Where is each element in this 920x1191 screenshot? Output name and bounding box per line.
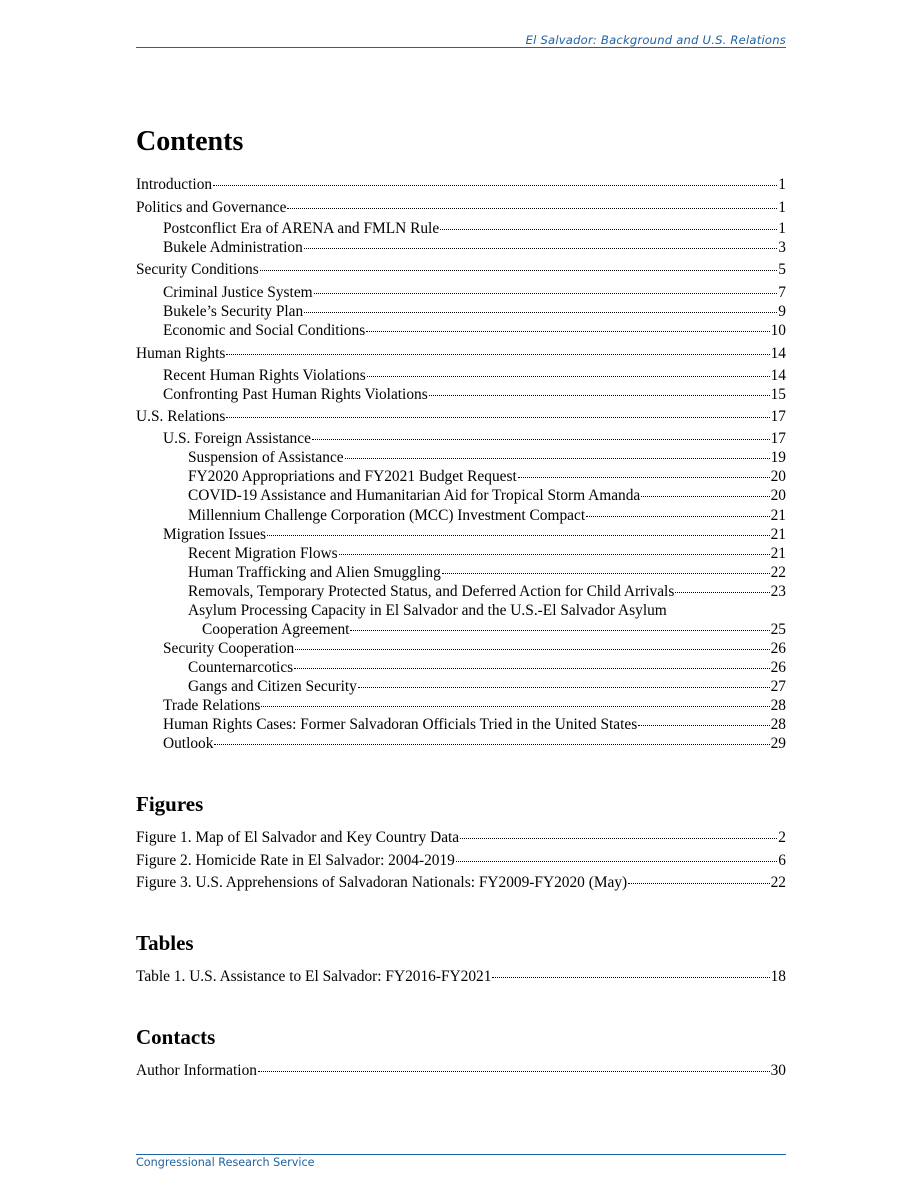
toc-entry-label: Figure 2. Homicide Rate in El Salvador: 2004-2019 [136,852,455,869]
toc-page-number: 25 [770,621,786,638]
toc-entry-label: Bukele’s Security Plan [163,303,304,320]
toc-entry[interactable] [136,366,786,385]
toc-page-number: 26 [770,659,786,676]
toc-entry-label: Gangs and Citizen Security [188,678,357,695]
dot-leader [460,838,777,839]
dot-leader [675,592,769,593]
toc-entry[interactable] [136,448,786,467]
toc-entry-label: Human Rights Cases: Former Salvadoran Officials Tried in the United States [163,716,638,733]
dot-leader [641,496,769,497]
toc-page-number: 22 [770,564,786,581]
figure-entry[interactable] [136,873,786,892]
toc-entry-label: Outlook [163,735,214,752]
toc-entry-label: Millennium Challenge Corporation (MCC) Investment Compact [188,507,586,524]
dot-leader [294,668,769,669]
toc-entry-label: U.S. Relations [136,408,226,425]
footer-rule [136,1154,786,1155]
toc-entry[interactable] [136,677,786,696]
toc-entry[interactable] [136,639,786,658]
toc-entry-label: Human Rights [136,345,226,362]
toc-entry-label: Suspension of Assistance [188,449,344,466]
toc-entry[interactable] [136,321,786,340]
toc-page-number: 21 [770,526,786,543]
toc-entry-label: COVID-19 Assistance and Humanitarian Aid for Tropical Storm Amanda [188,487,641,504]
toc-entry[interactable] [136,198,786,217]
toc-page-number: 21 [770,545,786,562]
toc-page-number: 6 [778,852,786,869]
toc-page-number: 22 [770,874,786,891]
toc-entry[interactable] [136,467,786,486]
dot-leader [304,312,777,313]
toc-entry-label: Migration Issues [163,526,267,543]
toc-entry-label: Postconflict Era of ARENA and FMLN Rule [163,220,440,237]
dot-leader [213,185,777,186]
toc-entry[interactable] [136,582,786,601]
toc-page-number: 2 [778,829,786,846]
toc-entry[interactable] [136,407,786,426]
dot-leader [267,535,770,536]
toc-entry-label: Figure 3. U.S. Apprehensions of Salvadoran Nationals: FY2009-FY2020 (May) [136,874,628,891]
toc-entry-label: Confronting Past Human Rights Violations [163,386,428,403]
toc-entry[interactable] [136,658,786,677]
toc-entry-label: Cooperation Agreement [202,621,350,638]
toc-page-number: 17 [770,430,786,447]
toc-entry-label: Security Cooperation [163,640,295,657]
toc-page-number: 27 [770,678,786,695]
toc-entry[interactable] [136,715,786,734]
dot-leader [312,439,770,440]
dot-leader [260,270,778,271]
toc-entry[interactable] [136,429,786,448]
dot-leader [261,706,769,707]
dot-leader [258,1071,770,1072]
toc-page-number: 1 [778,220,786,237]
toc-page-number: 7 [778,284,786,301]
toc-page-number: 3 [778,239,786,256]
toc-page-number: 29 [770,735,786,752]
toc-entry-label: Counternarcotics [188,659,294,676]
toc-entry-label: Table 1. U.S. Assistance to El Salvador: FY2016-FY2021 [136,968,492,985]
toc-entry[interactable] [136,302,786,321]
toc-entry[interactable] [136,620,786,639]
toc-entry-label: U.S. Foreign Assistance [163,430,311,447]
toc-entry[interactable] [136,175,786,194]
figure-entry[interactable] [136,851,786,870]
toc-entry[interactable] [136,283,786,302]
toc-page-number: 18 [770,968,786,985]
toc-entry-label: Bukele Administration [163,239,303,256]
contents-heading: Contents [136,126,244,157]
toc-entry-label: Human Trafficking and Alien Smuggling [188,564,441,581]
header-rule [136,47,786,48]
toc-page-number: 10 [770,322,786,339]
dot-leader [214,744,769,745]
toc-page-number: 20 [770,487,786,504]
toc-entry[interactable] [136,525,786,544]
toc-entry-label: Trade Relations [163,697,261,714]
toc-entry-label: Author Information [136,1062,257,1079]
contacts-heading: Contacts [136,1025,216,1049]
toc-entry[interactable] [136,544,786,563]
toc-page-number: 14 [770,367,786,384]
toc-entry-label: Politics and Governance [136,199,287,216]
tables-heading: Tables [136,931,194,955]
contact-entry[interactable] [136,1061,786,1080]
dot-leader [492,977,769,978]
toc-entry-label: Criminal Justice System [163,284,313,301]
toc-entry[interactable] [136,344,786,363]
toc-page-number: 21 [770,507,786,524]
toc-entry[interactable] [136,238,786,257]
dot-leader [226,354,769,355]
toc-entry[interactable] [136,696,786,715]
toc-page-number: 19 [770,449,786,466]
running-header: El Salvador: Background and U.S. Relations [525,33,786,47]
dot-leader [586,516,770,517]
figure-entry[interactable] [136,828,786,847]
toc-entry-label: FY2020 Appropriations and FY2021 Budget Request [188,468,517,485]
toc-page-number: 15 [770,386,786,403]
toc-page-number: 9 [778,303,786,320]
dot-leader [339,554,770,555]
toc-entry[interactable] [136,506,786,525]
toc-entry-label: Economic and Social Conditions [163,322,366,339]
toc-page-number: 30 [770,1062,786,1079]
toc-page-number: 26 [770,640,786,657]
toc-entry-label: Recent Human Rights Violations [163,367,366,384]
dot-leader [350,630,769,631]
dot-leader [440,229,777,230]
toc-entry-label: Figure 1. Map of El Salvador and Key Country Data [136,829,460,846]
toc-entry[interactable] [136,563,786,582]
toc-entry[interactable] [136,219,786,238]
toc-page-number: 1 [778,199,786,216]
figures-heading: Figures [136,792,204,816]
dot-leader [367,376,770,377]
toc-entry-label: Removals, Temporary Protected Status, and Deferred Action for Child Arrivals [188,583,675,600]
toc-page-number: 28 [770,697,786,714]
table-entry[interactable] [136,967,786,986]
dot-leader [287,208,777,209]
toc-entry[interactable] [136,486,786,505]
dot-leader [358,687,770,688]
toc-entry-label: Introduction [136,176,213,193]
dot-leader [226,417,769,418]
dot-leader [304,248,778,249]
dot-leader [442,573,770,574]
dot-leader [295,649,769,650]
dot-leader [429,395,770,396]
toc-page-number: 14 [770,345,786,362]
dot-leader [314,293,778,294]
toc-entry-label: Security Conditions [136,261,259,278]
dot-leader [345,458,770,459]
toc-page-number: 1 [778,176,786,193]
running-footer: Congressional Research Service [136,1156,315,1169]
dot-leader [518,477,770,478]
toc-page-number: 28 [770,716,786,733]
dot-leader [366,331,769,332]
toc-entry-label-line1[interactable]: Asylum Processing Capacity in El Salvador and the U.S.-El Salvador Asylum [188,602,667,619]
toc-entry[interactable] [136,385,786,404]
toc-entry[interactable] [136,260,786,279]
dot-leader [628,883,769,884]
toc-entry-label: Recent Migration Flows [188,545,338,562]
toc-page-number: 23 [770,583,786,600]
toc-page-number: 5 [778,261,786,278]
toc-entry[interactable] [136,734,786,753]
dot-leader [638,725,769,726]
toc-page-number: 20 [770,468,786,485]
toc-page-number: 17 [770,408,786,425]
dot-leader [456,861,777,862]
